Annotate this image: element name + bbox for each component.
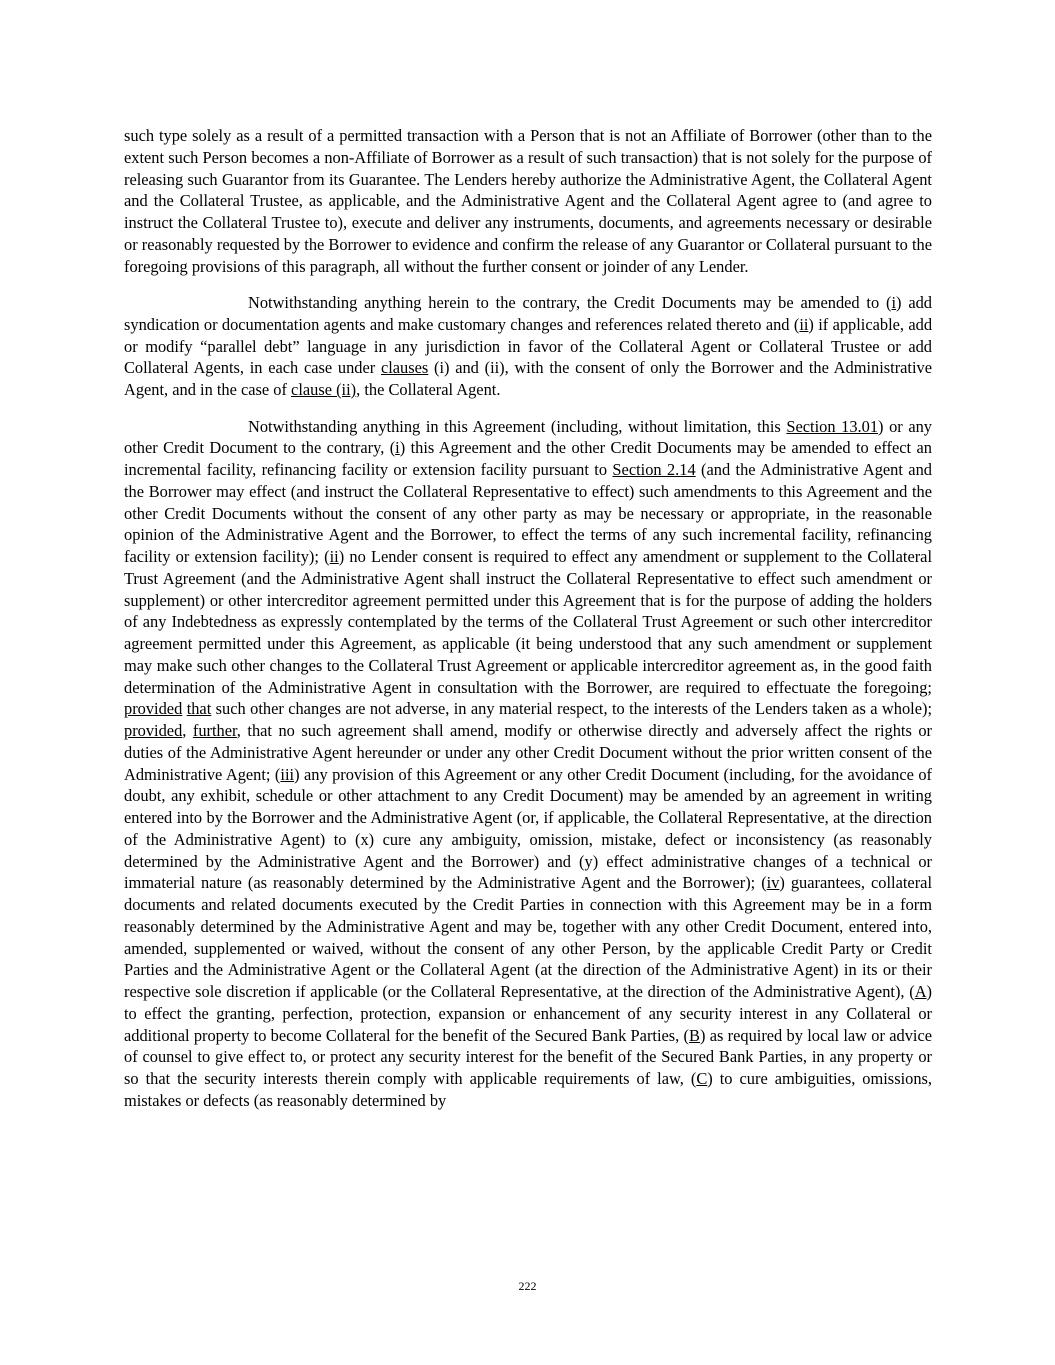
section-reference: Section 13.01 [786, 416, 879, 436]
paragraph-amendments-syndication: Notwithstanding anything herein to the contrary, the Credit Documents may be amended to (i) add syndication or documentation agents and make customary changes and references related thereto and (ii) if applicable, add or modify “parallel debt” language in any jurisdiction in favor of the Collateral Agent or Collateral Trustee or add Collateral Agents, in each case under clauses (i) and (ii), with the consent of only the Borrower and the Administrative Agent, and in the case of clause (ii), the Collateral Agent. [124, 293, 933, 400]
clause-reference: C [696, 1069, 708, 1089]
paragraph-amendments-without-consent: Notwithstanding anything in this Agreement (including, without limitation, this Section 13.01) or any other Credit Document to the contrary, (i) this Agreement and the other Credit Documents may be amended to effect an incremental facility, refinancing facility or extension facility pursuant to Section 2.14 (and the Administrative Agent and the Borrower may effect (and instruct the Collateral Representative to effect) such amendments to this Agreement and the other Credit Documents without the consent of any other party as may be necessary or appropriate, in the reasonable opinion of the Administrative Agent and the Borrower, to effect the terms of any such incremental facility, refinancing facility or extension facility); (ii) no Lender consent is required to effect any amendment or supplement to the Collateral Trust Agreement (and the Administrative Agent shall instruct the Collateral Representative to effect such amendment or supplement) or other intercreditor agreement permitted under this Agreement that is for the purpose of adding the holders of any Indebtedness as expressly contemplated by the terms of the Collateral Trust Agreement or such other intercreditor agreement permitted under this Agreement, as applicable (it being understood that any such amendment or supplement may make such other changes to the Collateral Trust Agreement or applicable intercreditor agreement as, in the good faith determination of the Administrative Agent in consultation with the Borrower, are required to effectuate the foregoing; provided that such other changes are not adverse, in any material respect, to the interests of the Lenders taken as a whole); provided, further, that no such agreement shall amend, modify or otherwise directly and adversely affect the rights or duties of the Administrative Agent hereunder or under any other Credit Document without the prior written consent of the Administrative Agent; (iii) any provision of this Agreement or any other Credit Document (including, for the avoidance of doubt, any exhibit, schedule or other attachment to any Credit Document) may be amended by an agreement in writing entered into by the Borrower and the Administrative Agent (or, if applicable, the Collateral Representative, at the direction of the Administrative Agent) to (x) cure any ambiguity, omission, mistake, defect or inconsistency (as reasonably determined by the Administrative Agent and the Borrower) and (y) effect administrative changes of a technical or immaterial nature (as reasonably determined by the Administrative Agent and the Borrower); (iv) guarantees, collateral documents and related documents executed by the Credit Parties in connection with this Agreement may be in a form reasonably determined by the Administrative Agent and may be, together with any other Credit Document, entered into, amended, supplemented or waived, without the consent of any other Person, by the applicable Credit Party or Credit Parties and the Administrative Agent or the Collateral Agent (at the direction of the Administrative Agent) in its or their respective sole discretion if applicable (or the Collateral Representative, at the direction of the Administrative Agent), (A) to effect the granting, perfection, protection, expansion or enhancement of any security interest in any Collateral or additional property to become Collateral for the benefit of the Secured Bank Parties, (B) as required by local law or advice of counsel to give effect to, or protect any security interest for the benefit of the Secured Bank Parties, in any property or so that the security interests therein comply with applicable requirements of law, (C) to cure ambiguities, omissions, mistakes or defects (as reasonably determined by [124, 416, 933, 1110]
clause-reference: A [914, 982, 927, 1002]
defined-term: provided [124, 699, 183, 719]
section-reference: Section 2.14 [612, 460, 696, 480]
paragraph-release-of-guarantors: such type solely as a result of a permitted transaction with a Person that is not an Affiliate of Borrower (other than to the extent such Person becomes a non-Affiliate of Borrower as a result of such transaction) that is not solely for the purpose of releasing such Guarantor from its Guarantee. The Lenders hereby authorize the Administrative Agent, the Collateral Agent and the Collateral Trustee, as applicable, and the Administrative Agent and the Collateral Agent agree to (and agree to instruct the Collateral Trustee to), execute and deliver any instruments, documents, and agreements necessary or desirable or reasonably requested by the Borrower to evidence and confirm the release of any Guarantor or Collateral pursuant to the foregoing provisions of this paragraph, all without the further consent or joinder of any Lender. [124, 126, 932, 276]
defined-term: that [186, 699, 212, 719]
clause-reference: B [689, 1025, 700, 1045]
clause-reference: clauses [380, 358, 429, 378]
clause-reference: ii [329, 547, 339, 567]
clause-reference: i [395, 438, 400, 458]
clause-reference: ii [799, 314, 809, 334]
document-body [124, 125, 932, 1126]
clause-reference: iii [280, 764, 295, 784]
defined-term: provided [124, 721, 183, 741]
page-number: 222 [518, 1279, 537, 1293]
defined-term: further [192, 721, 237, 741]
clause-reference: clause (ii) [291, 380, 357, 400]
clause-reference: iv [766, 873, 780, 893]
clause-reference: i [891, 293, 897, 313]
